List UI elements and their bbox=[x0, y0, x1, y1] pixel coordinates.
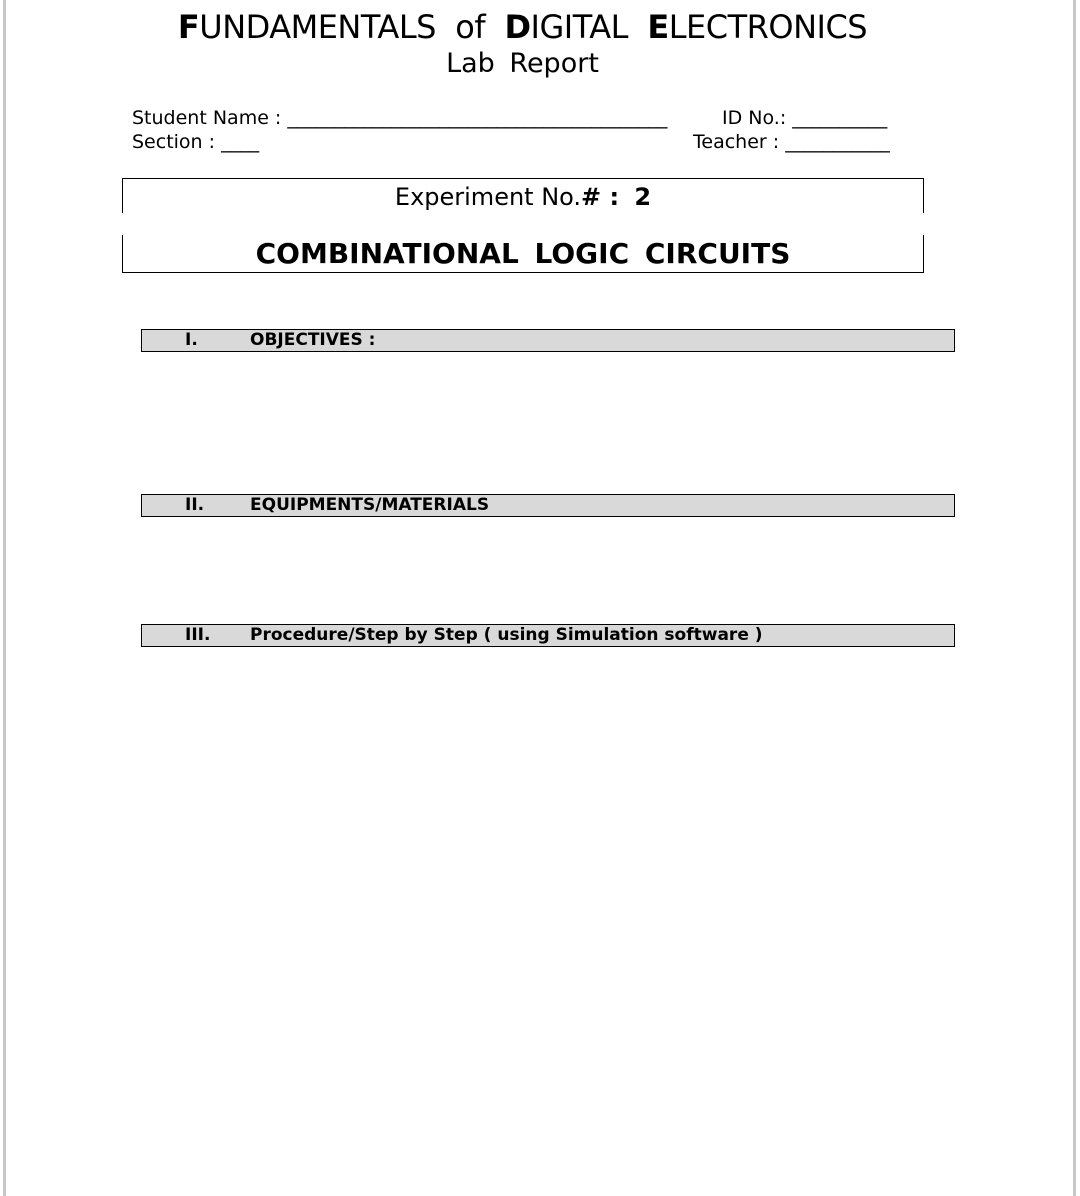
title-word-fundamentals: UNDAMENTALS bbox=[199, 8, 436, 46]
page-border-right bbox=[1073, 0, 1076, 1196]
box-gap-left bbox=[122, 213, 123, 235]
student-name-label: Student Name : bbox=[132, 107, 282, 129]
section-label: EQUIPMENTS/MATERIALS bbox=[250, 495, 490, 515]
title-cap-d: D bbox=[504, 8, 531, 46]
section-label: OBJECTIVES : bbox=[250, 330, 376, 350]
section-field[interactable]: ____ bbox=[221, 131, 260, 153]
section-label: Section : bbox=[132, 131, 216, 153]
experiment-marker: # : bbox=[581, 183, 620, 211]
id-line bbox=[722, 107, 887, 129]
experiment-number-line bbox=[123, 183, 923, 211]
id-label: ID No.: bbox=[722, 107, 787, 129]
document-subtitle: Lab Report bbox=[446, 48, 599, 79]
student-name-field[interactable]: ________________________________________ bbox=[287, 107, 668, 129]
section-procedure bbox=[141, 624, 955, 647]
id-field[interactable]: __________ bbox=[792, 107, 888, 129]
document-title bbox=[0, 8, 1045, 46]
section-number: II. bbox=[185, 495, 205, 515]
page-border-left bbox=[3, 0, 6, 1196]
title-word-of: of bbox=[455, 8, 486, 46]
experiment-box bbox=[122, 178, 924, 273]
teacher-line bbox=[693, 131, 890, 153]
title-word-digital: IGITAL bbox=[530, 8, 628, 46]
student-name-line bbox=[132, 107, 667, 129]
title-word-electronics: LECTRONICS bbox=[668, 8, 868, 46]
section-objectives bbox=[141, 329, 955, 352]
title-cap-f: F bbox=[177, 8, 200, 46]
teacher-label: Teacher : bbox=[693, 131, 780, 153]
section-equipments bbox=[141, 494, 955, 517]
section-line bbox=[132, 131, 259, 153]
section-number: I. bbox=[185, 330, 198, 350]
experiment-label: Experiment No. bbox=[394, 183, 582, 211]
teacher-field[interactable]: ___________ bbox=[785, 131, 890, 153]
experiment-title: COMBINATIONAL LOGIC CIRCUITS bbox=[255, 237, 791, 270]
section-number: III. bbox=[185, 625, 211, 645]
title-cap-e: E bbox=[647, 8, 669, 46]
section-label: Procedure/Step by Step ( using Simulation software ) bbox=[250, 625, 763, 645]
box-gap-right bbox=[923, 213, 924, 235]
experiment-number: 2 bbox=[634, 183, 652, 211]
